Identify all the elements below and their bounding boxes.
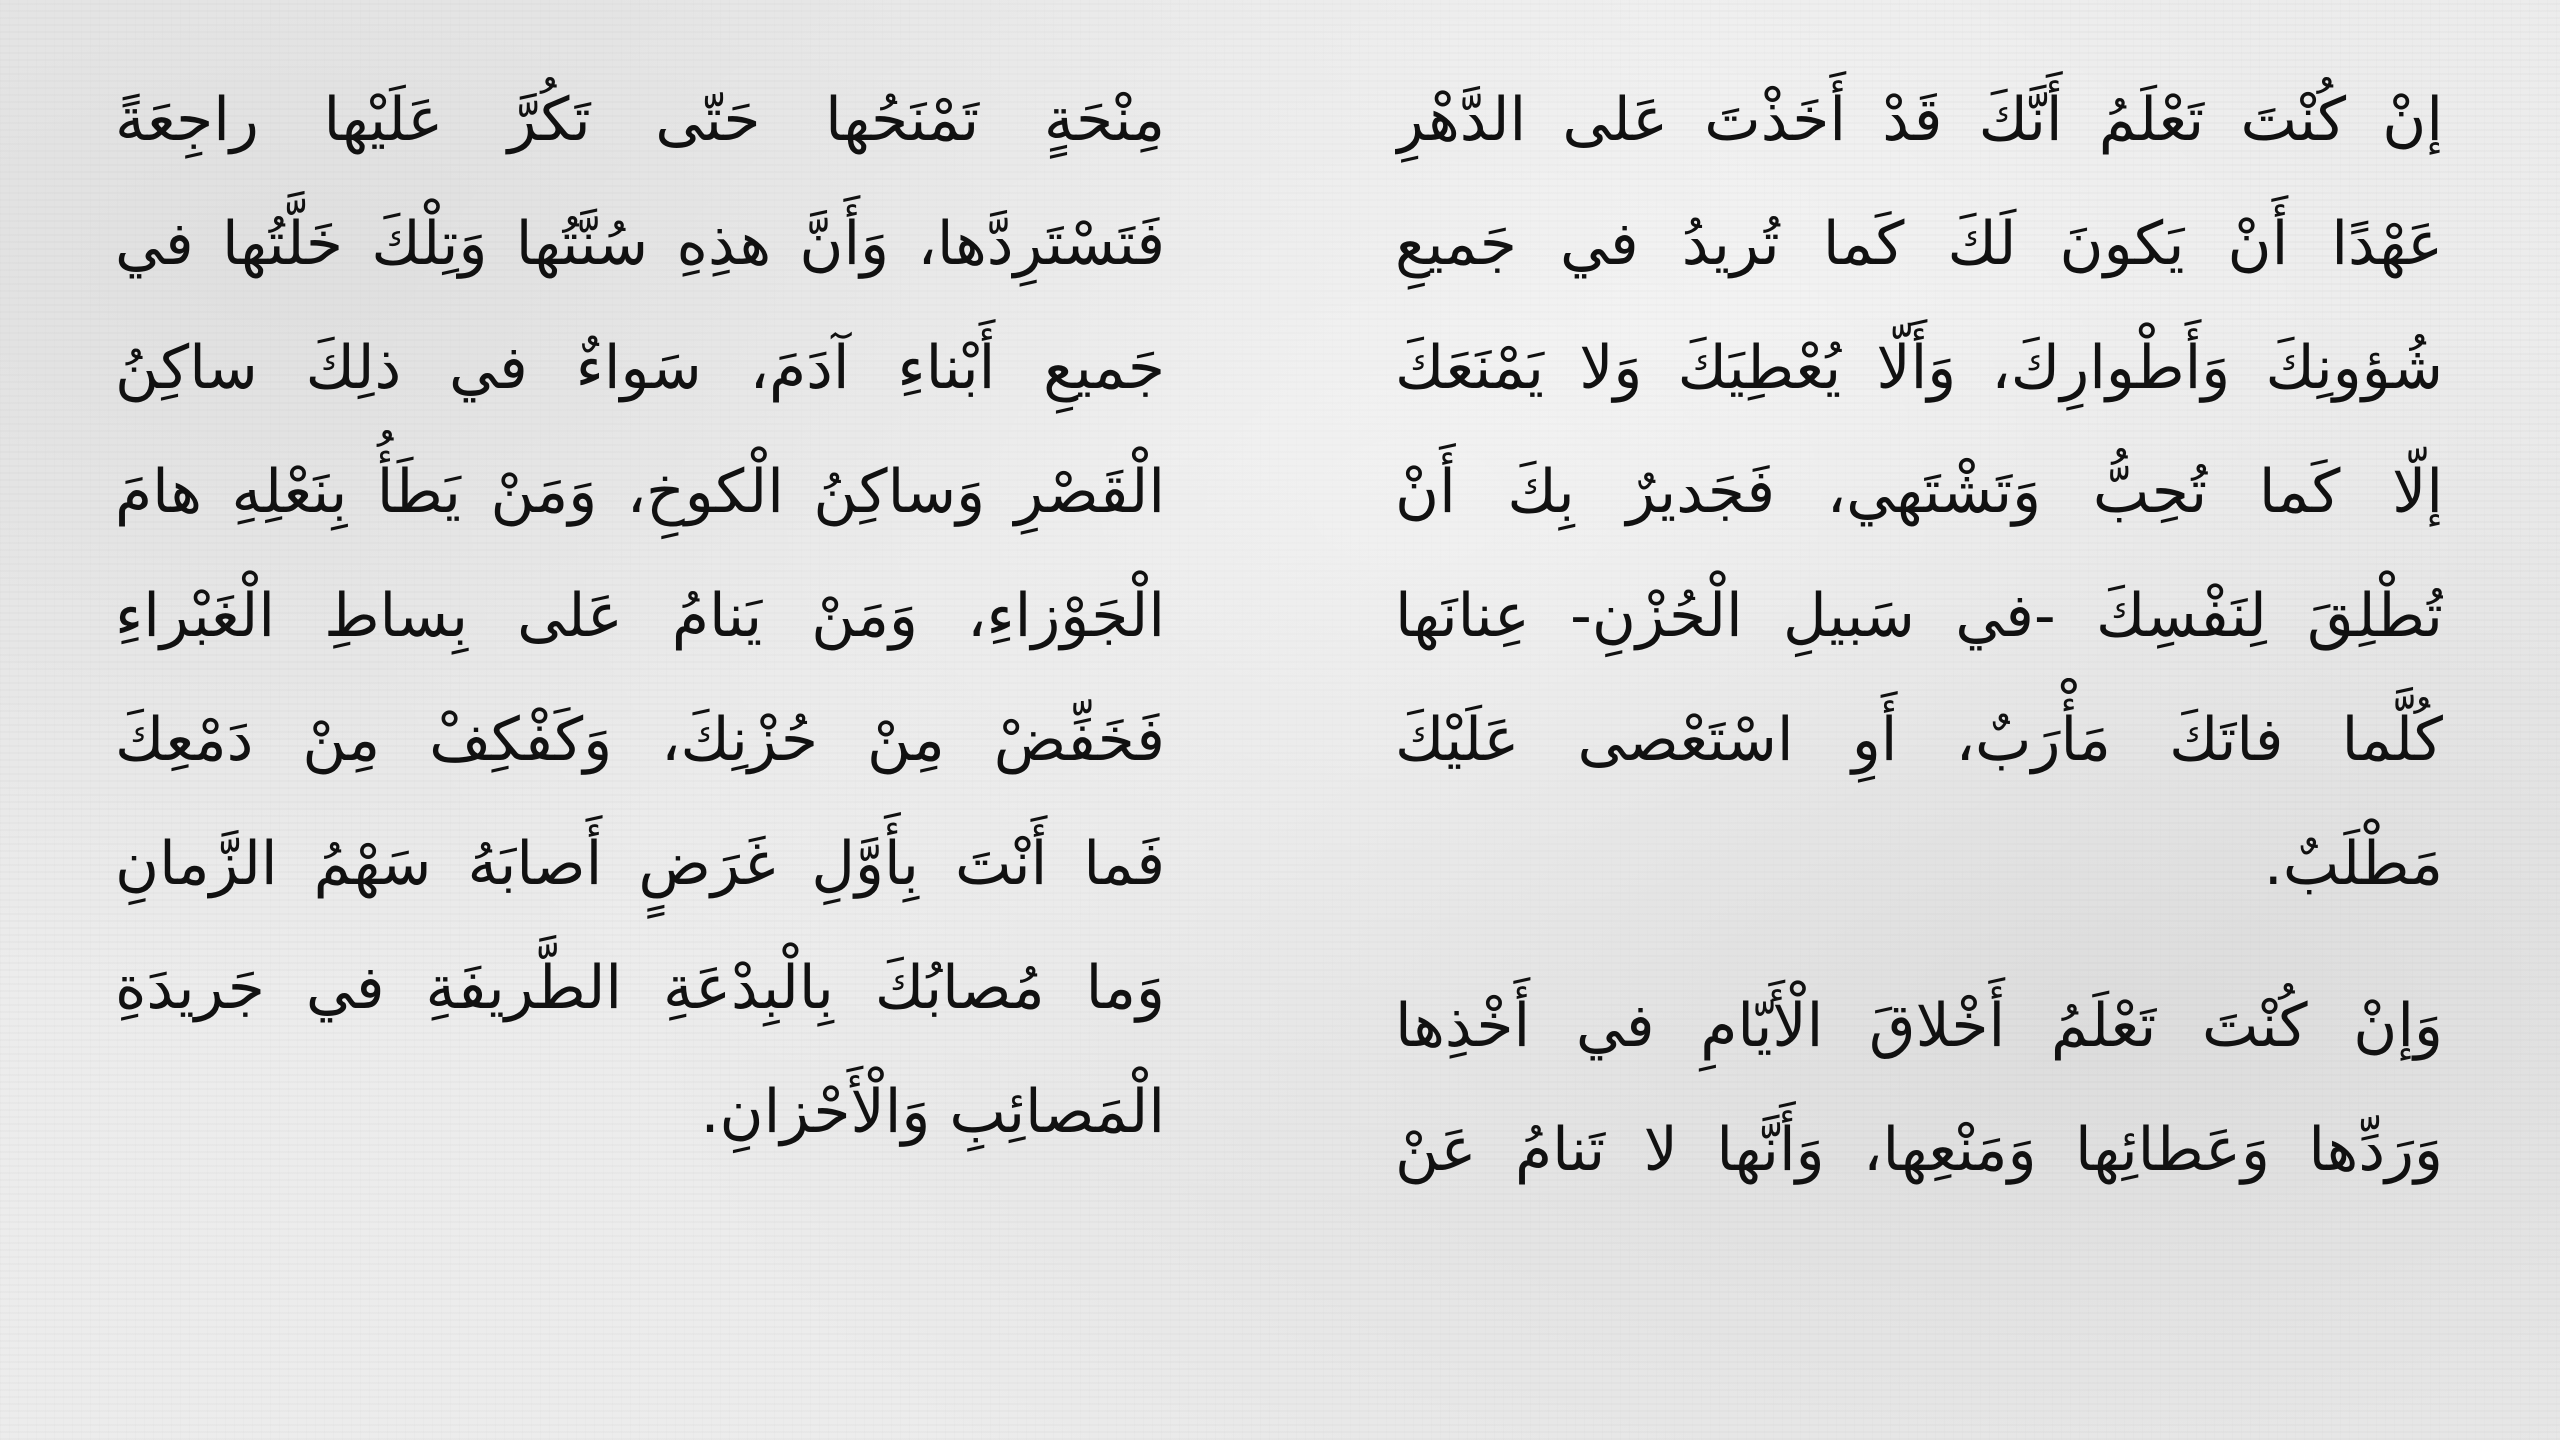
text-line: الْقَصْرِ وَساكِنُ الْكوخِ، وَمَنْ يَطَأُ بِنَعْلِهِ هامَ [115, 457, 1165, 527]
text-line: فَما أَنْتَ بِأَوَّلِ غَرَضٍ أَصابَهُ سَهْمُ الزَّمانِ [115, 829, 1165, 899]
text-column-right [1395, 58, 2443, 1212]
text-line: وَإنْ كُنْتَ تَعْلَمُ أَخْلاقَ الْأَيّامِ في أَخْذِها [1395, 991, 2443, 1061]
text-line: وَما مُصابُكَ بِالْبِدْعَةِ الطَّريفَةِ في جَريدَةِ [115, 953, 1165, 1023]
text-line: مَطْلَبٌ. [2263, 829, 2443, 899]
text-line: فَتَسْتَرِدَّها، وَأَنَّ هذِهِ سُنَّتُها وَتِلْكَ خَلَّتُها في [115, 209, 1165, 279]
text-line: وَرَدِّها وَعَطائِها وَمَنْعِها، وَأَنَّها لا تَنامُ عَنْ [1395, 1115, 2443, 1185]
text-line: مِنْحَةٍ تَمْنَحُها حَتّى تَكُرَّ عَلَيْها راجِعَةً [115, 85, 1165, 155]
paragraph-gap [1395, 926, 2443, 964]
text-column-left [115, 58, 1165, 1174]
paragraph-2 [1395, 964, 2443, 1212]
text-line: تُطْلِقَ لِنَفْسِكَ -في سَبيلِ الْحُزْنِ- عِنانَها [1395, 581, 2443, 651]
text-line: فَخَفِّضْ مِنْ حُزْنِكَ، وَكَفْكِفْ مِنْ دَمْعِكَ [115, 705, 1165, 775]
text-line: جَميعِ أَبْناءِ آدَمَ، سَواءٌ في ذلِكَ ساكِنُ [115, 333, 1165, 403]
text-line: كُلَّما فاتَكَ مَأْرَبٌ، أَوِ اسْتَعْصى عَلَيْكَ [1395, 705, 2443, 775]
text-line: إنْ كُنْتَ تَعْلَمُ أَنَّكَ قَدْ أَخَذْتَ عَلى الدَّهْرِ [1395, 85, 2443, 155]
text-line: الْمَصائِبِ وَالْأَحْزانِ. [700, 1077, 1165, 1147]
text-line: الْجَوْزاءِ، وَمَنْ يَنامُ عَلى بِساطِ الْغَبْراءِ [115, 581, 1165, 651]
text-line: إلّا كَما تُحِبُّ وَتَشْتَهي، فَجَديرٌ بِكَ أَنْ [1395, 457, 2443, 527]
paragraph-1 [1395, 58, 2443, 926]
text-line: شُؤونِكَ وَأَطْوارِكَ، وَأَلّا يُعْطِيَكَ وَلا يَمْنَعَكَ [1395, 333, 2443, 403]
text-line: عَهْدًا أَنْ يَكونَ لَكَ كَما تُريدُ في جَميعِ [1395, 209, 2443, 279]
